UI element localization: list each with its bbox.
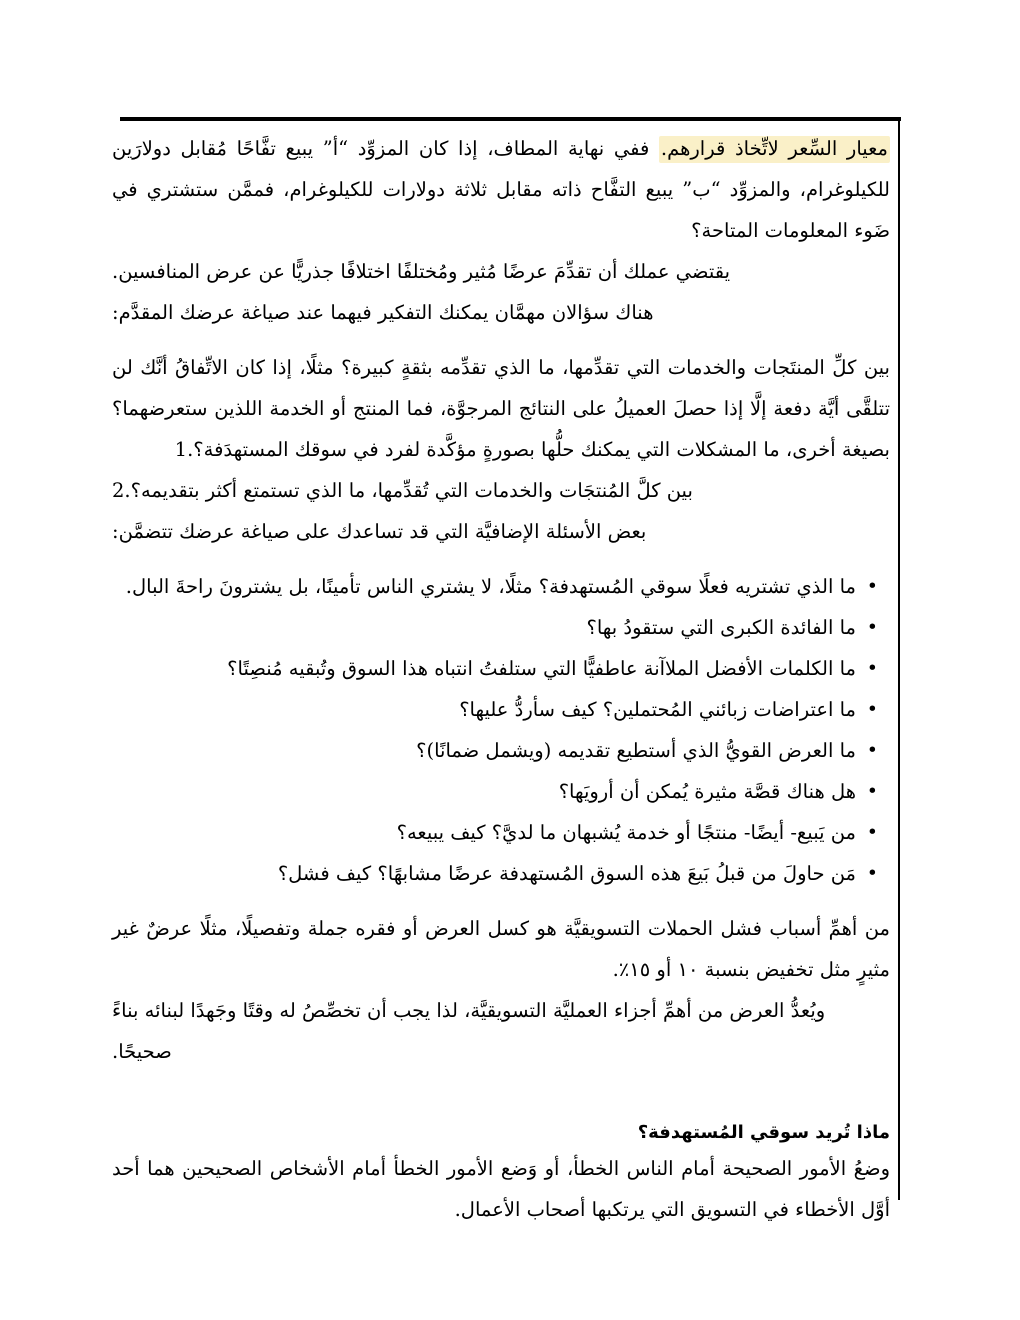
list-item [112, 730, 890, 771]
bullet-icon: • [866, 575, 878, 597]
bullet-icon: • [866, 657, 878, 679]
numbered-list-item-marker: 2. [112, 479, 131, 502]
additional-questions-list [112, 566, 890, 894]
spacer [112, 1072, 890, 1118]
list-item-text: ما الكلمات الأفضل الملاآنة عاطفيًّا التي ستلفتُ انتباه هذا السوق وتُبقيه مُنصِتًا؟ [227, 657, 856, 680]
list-item-text: ما الفائدة الكبرى التي ستقودُ بها؟ [586, 616, 856, 639]
list-item [112, 771, 890, 812]
bullet-icon: • [866, 698, 878, 720]
closing-paragraph-1: من أهمِّ أسباب فشل الحملات التسويقيَّة هو كسل العرض أو فقره جملة وتفصيلًا، مثلًا عرضٌ غير مثيرٍ مثل تخفيض بنسبة ١٠ أو ١٥٪. [112, 917, 890, 981]
numbered-question-list [112, 347, 890, 511]
numbered-list-item [112, 347, 890, 470]
lead-line-2: هناك سؤالان مهمَّان يمكنك التفكير فيهما عند صياغة عرضك المقدَّم: [112, 301, 654, 324]
bullet-icon: • [866, 739, 878, 761]
list-item [112, 853, 890, 894]
list-item [112, 607, 890, 648]
page-right-rule [898, 118, 900, 1200]
list-item [112, 566, 890, 607]
numbered-list-item [112, 470, 890, 511]
list-item-text: هل هناك قصَّة مثيرة يُمكن أن أرويَها؟ [558, 780, 856, 803]
spacer [112, 894, 890, 908]
additional-questions-intro: بعض الأسئلة الإضافيَّة التي قد تساعدك على صياغة عرضك تتضمَّن: [112, 520, 647, 543]
numbered-list-item-marker: 1. [174, 438, 194, 461]
section-heading: ماذا تُريد سوقي المُستهدفة؟ [637, 1122, 890, 1143]
list-item [112, 689, 890, 730]
list-item [112, 812, 890, 853]
lead-line-1: يقتضي عملك أن تقدِّمَ عرضًا مُثير ومُختلفًا اختلافًا جذريًّا عن عرض المنافسين. [112, 260, 731, 283]
numbered-list-item-text: بين كلَّ المُنتجَات والخدمات التي تُقدِّمها، ما الذي تستمتع أكثر بتقديمه؟ [130, 479, 693, 502]
numbered-list-item-text: بين كلِّ المنتَجات والخدمات التي تقدِّمها، ما الذي تقدِّمه بثقةٍ كبيرة؟ مثلًا، إذا كان الاتِّفاقُ أنَّك لن تتلقَّى أيَّة دفعة إلَّا إذا حصلَ العميلُ على النتائج المرجوَّة، فما المنتج أو الخدمة اللذين ستعرضهما؟ بصيغة أخرى، ما المشكلات التي يمكنك حلُّها بصورةٍ مؤكَّدة لفرد في سوقك المستهدَفة؟ [112, 356, 890, 461]
list-item [112, 648, 890, 689]
bullet-icon: • [866, 862, 878, 884]
bullet-icon: • [866, 821, 878, 843]
page-top-rule [120, 117, 901, 121]
list-item-text: مَن حاولَ من قبلُ بَيعَ هذه السوق المُستهدفة عرضًا مشابهًا؟ كيف فشل؟ [277, 862, 856, 885]
list-item-text: ما العرض القويُّ الذي أستطيع تقديمه (ويشمل ضمانًا)؟ [416, 739, 856, 762]
highlighted-phrase: معيار السِّعر لاتِّخاذ قرارهم. [659, 136, 890, 163]
spacer [112, 552, 890, 566]
list-item-text: من يَبيع- أيضًا- منتجًا أو خدمة يُشبهان ما لديَّ؟ كيف يبيعه؟ [396, 821, 856, 844]
spacer [112, 333, 890, 347]
list-item-text: ما الذي تشتريه فعلًا سوقي المُستهدفة؟ مثلًا، لا يشتري الناس تأمينًا، بل يشترونَ راحةَ البال. [125, 575, 856, 598]
bullet-icon: • [866, 616, 878, 638]
bullet-icon: • [866, 780, 878, 802]
closing-paragraph-2: ويُعدُّ العرض من أهمِّ أجزاء العمليَّة التسويقيَّة، لذا يجب أن تخصِّصُ له وقتًا وجَهدًا لبنائه بناءً صحيحًا. [112, 999, 826, 1063]
list-item-text: ما اعتراضات زبائني المُحتملين؟ كيف سأردُّ عليها؟ [459, 698, 856, 721]
opening-paragraph-rest: ففي نهاية المطاف، إذا كان المزوِّد “أ” يبيع تفَّاحًا مُقابل دولارَين للكيلوغرام، والمزوِّد “ب” يبيع التفَّاح ذاته مقابل ثلاثة دولارات للكيلوغرام، فممَّن ستشتري في ضَوء المعلومات المتاحة؟ [112, 137, 890, 242]
opening-paragraph [112, 128, 890, 251]
document-body [112, 128, 890, 1230]
final-paragraph: وضعُ الأمور الصحيحة أمام الناس الخطأ، أو وَضع الأمور الخطأ أمام الأشخاص الصحيحين هما أحد أوَّل الأخطاء في التسويق التي يرتكبها أصحاب الأعمال. [112, 1157, 890, 1221]
